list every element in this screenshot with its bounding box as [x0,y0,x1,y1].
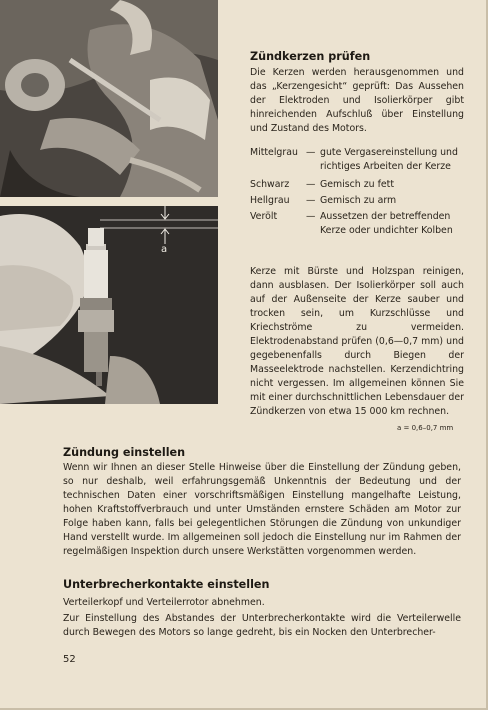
spark-plug-cleaning-text: Kerze mit Bürste und Holzspan reinigen, dann ausblasen. Der Isolierkörper soll auch auf der Außenseite der Kerze sauber und trocken sein, um Kurzschlüsse und Kriechströme zu vermeiden. Elektrodenabstand prüfen (0,6—0,7 mm) und gegebenenfalls durch Biegen der Masseelektrode nachstellen. Kerzendichtring nicht vergessen. Im allgemeinen können Sie mit einer durchschnittlichen Lebensdauer der Zündkerzen von etwa 15 000 km rechnen. [250,266,465,417]
definition-term: Hellgrau [250,195,290,206]
definition-row [250,210,464,238]
definition-row [250,178,464,192]
definition-row [250,146,464,174]
gap-label: a [161,244,168,255]
definition-dash: — [306,147,316,158]
definition-dash: — [306,211,316,222]
page-number: 52 [63,654,76,665]
definition-desc: Gemisch zu fett [320,179,394,190]
section-heading-spark-plugs: Zündkerzen prüfen [250,50,371,63]
section-heading-ignition: Zündung einstellen [63,446,186,459]
engine-photo [0,0,218,197]
definition-desc: gute Vergasereinstellung und richtiges Arbeiten der Kerze [320,147,458,172]
definition-desc: Aussetzen der betreffenden Kerze oder undichter Kolben [320,211,453,236]
definition-desc: Gemisch zu arm [320,195,397,206]
definition-term: Schwarz [250,179,290,190]
breaker-points-line1: Verteilerkopf und Verteilerrotor abnehmen. [63,597,265,608]
definition-row [250,194,464,208]
definition-term: Mittelgrau [250,147,298,158]
definition-dash: — [306,195,316,206]
spark-plug-intro: Die Kerzen werden herausgenommen und das „Kerzengesicht“ geprüft: Das Aussehen der Elektroden und Isolierkörper gibt hinreichenden Aufschluß über Einstellung und Zustand des Motors. [250,67,464,134]
plug-appearance-list [250,146,464,238]
ignition-text: Wenn wir Ihnen an dieser Stelle Hinweise über die Einstellung der Zündung geben, so nur deshalb, weil erfahrungsgemäß Unkenntnis der Bedeutung und der technischen Daten einer vorschriftsmäßigen Einstellung mangelhafte Leistung, hohen Kraftstoffverbrauch und unter Umständen ernstere Schäden am Motor zur Folge haben kann, falls bei gelegentlichen Störungen die Zündung von unkundiger Hand verstellt wurde. Im allgemeinen soll jedoch die Einstellung nur im Rahmen der regelmäßigen Inspektion durch unsere Werkstätten vorgenommen werden. [63,462,461,557]
definition-dash: — [306,179,316,190]
section-heading-breaker-points: Unterbrecherkontakte einstellen [63,578,270,591]
definition-term: Verölt [250,211,278,222]
gap-caption: a = 0,6–0,7 mm [397,424,454,432]
spark-plug-photo [0,206,218,404]
breaker-points-line2: Zur Einstellung des Abstandes der Unterbrecherkontakte wird die Verteilerwelle durch Bewegen des Motors so lange gedreht, bis ein Nocken den Unterbrecher- [63,613,461,638]
